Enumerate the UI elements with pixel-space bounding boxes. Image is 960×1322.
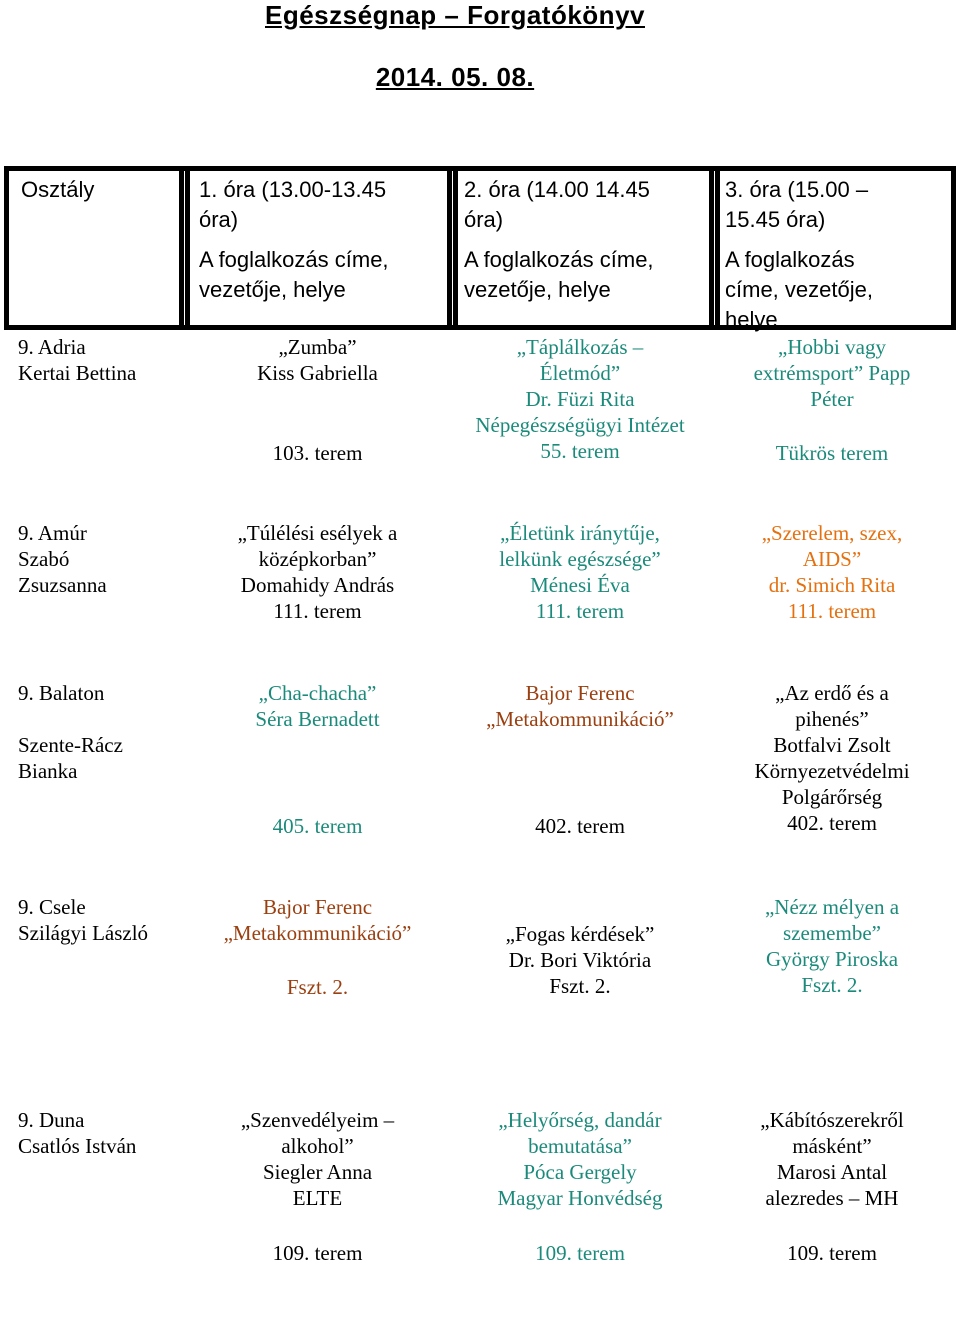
period-1-cell: „Túlélési esélyek a középkorban” Domahidy András 111. terem <box>237 521 398 623</box>
period-3-cell: „Nézz mélyen a szemembe” György Piroska Fszt. 2. <box>764 895 900 997</box>
class-cell: 9. Duna Csatlós István <box>18 1108 137 1158</box>
header-period-3: 3. óra (15.00 – 15.45 óra) A foglalkozás címe, vezetője, helye <box>725 177 873 332</box>
table-row <box>0 334 960 474</box>
table-row <box>0 520 960 630</box>
period-1-cell: „Szenvedélyeim – alkohol” Siegler Anna ELTE 109. terem <box>240 1108 395 1265</box>
event-date: 2014. 05. 08. <box>375 62 535 92</box>
table-row <box>0 894 960 1014</box>
header-period-2: 2. óra (14.00 14.45 óra) A foglalkozás címe, vezetője, helye <box>464 177 654 302</box>
header-class: Osztály <box>21 177 95 202</box>
period-2-cell: „Táplálkozás – Életmód” Dr. Füzi Rita Népegészségügyi Intézet 55. terem <box>475 335 685 463</box>
period-3-cell: „Az erdő és a pihenés” Botfalvi Zsolt Környezetvédelmi Polgárőrség 402. terem <box>754 681 910 835</box>
period-2-cell: „Életünk iránytűje, lelkünk egészsége” Ménesi Éva 111. terem <box>499 521 661 623</box>
class-cell: 9. Amúr Szabó Zsuzsanna <box>18 521 107 597</box>
period-3-cell: „Kábítószerekről másként” Marosi Antal alezredes – MH 109. terem <box>760 1108 904 1265</box>
table-header <box>4 166 956 330</box>
period-3-cell: „Szerelem, szex, AIDS” dr. Simich Rita 111. terem <box>761 521 903 623</box>
table-row <box>0 680 960 850</box>
period-1-cell: „Zumba” Kiss Gabriella 103. terem <box>257 335 378 465</box>
period-2-cell: Bajor Ferenc „Metakommunikáció” 402. terem <box>486 681 674 838</box>
class-cell: 9. Adria Kertai Bettina <box>18 335 137 385</box>
period-1-cell: „Cha-chacha” Séra Bernadett 405. terem <box>255 681 380 838</box>
table-row <box>0 1107 960 1267</box>
period-3-cell: „Hobbi vagy extrémsport” Papp Péter Tükrös terem <box>753 335 911 465</box>
header-period-1: 1. óra (13.00-13.45 óra) A foglalkozás címe, vezetője, helye <box>199 177 389 302</box>
period-2-cell: „Fogas kérdések” Dr. Bori Viktória Fszt. 2. <box>505 922 655 998</box>
period-1-cell: Bajor Ferenc „Metakommunikáció” Fszt. 2. <box>223 895 412 999</box>
class-cell: 9. Csele Szilágyi László <box>18 895 149 945</box>
class-cell: 9. Balaton Szente-Rácz Bianka <box>18 681 123 783</box>
period-2-cell: „Helyőrség, dandár bemutatása” Póca Gergely Magyar Honvédség 109. terem <box>497 1108 663 1265</box>
page-title: Egészségnap – Forgatókönyv <box>265 0 645 30</box>
